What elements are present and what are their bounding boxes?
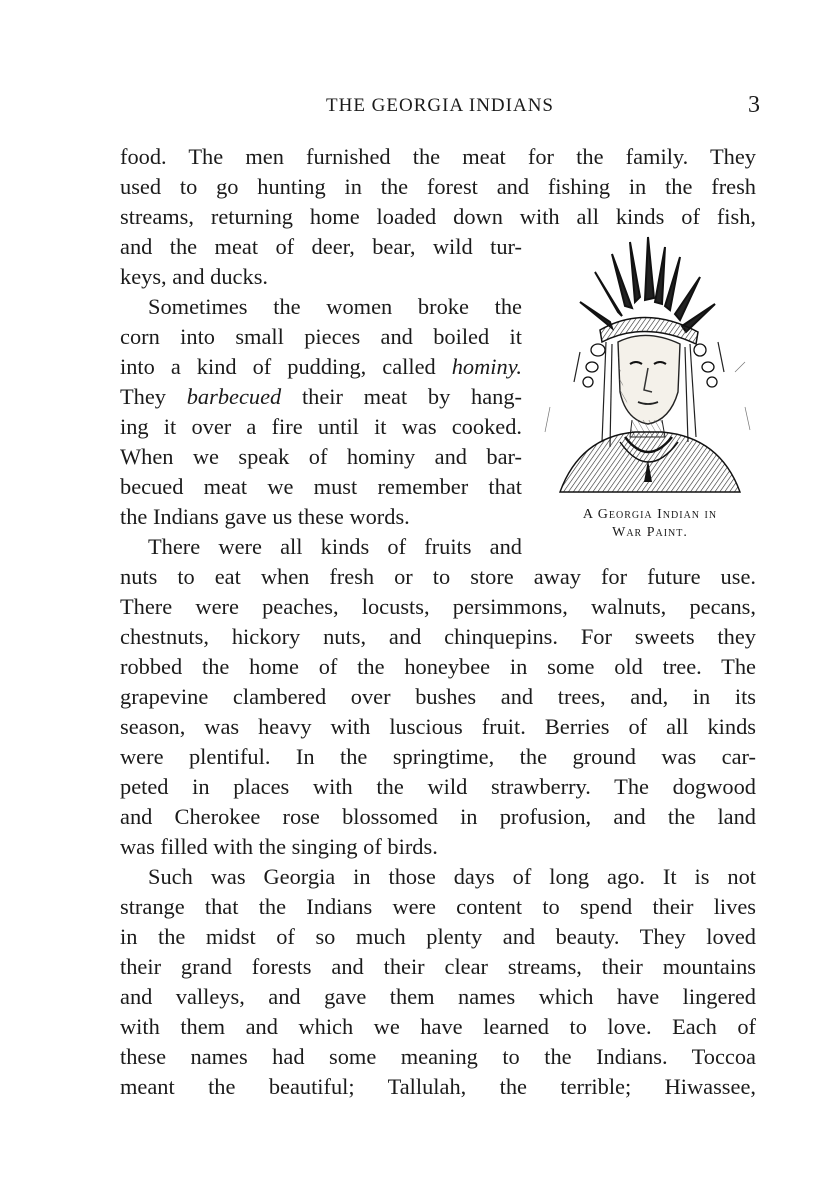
text-line: and Cherokee rose blossomed in profusion, and the land	[120, 804, 756, 829]
text-line: corn into small pieces and boiled it	[120, 324, 522, 349]
text-line: When we speak of hominy and bar-	[120, 444, 522, 469]
text-line: was filled with the singing of birds.	[120, 834, 438, 859]
text-fragment: They	[120, 384, 187, 409]
text-line: these names had some meaning to the Indians. Toccoa	[120, 1044, 756, 1069]
text-line: and valleys, and gave them names which have lingered	[120, 984, 756, 1009]
text-line: peted in places with the wild strawberry. The dogwood	[120, 774, 756, 799]
portrait-illustration	[540, 232, 755, 502]
text-line: their grand forests and their clear streams, their mountains	[120, 954, 756, 979]
text-line: used to go hunting in the forest and fishing in the fresh	[120, 174, 756, 199]
figure-caption-line1: A Georgia Indian in	[582, 507, 718, 522]
running-title: THE GEORGIA INDIANS	[326, 95, 554, 116]
text-fragment: their meat by hang-	[281, 384, 522, 409]
italic-term-barbecued: barbecued	[186, 384, 282, 409]
text-line: strange that the Indians were content to spend their lives	[120, 894, 756, 919]
text-fragment: into a kind of pudding, called	[120, 354, 452, 379]
text-line: nuts to eat when fresh or to store away for future use.	[120, 564, 756, 589]
text-line: Such was Georgia in those days of long ago. It is not	[148, 864, 756, 889]
text-line: becued meat we must remember that	[120, 474, 522, 499]
text-line: grapevine clambered over bushes and trees, and, in its	[120, 684, 756, 709]
text-line: in the midst of so much plenty and beauty. They loved	[120, 924, 756, 949]
text-line: keys, and ducks.	[120, 264, 268, 289]
italic-term-hominy: hominy.	[451, 354, 522, 379]
text-line: robbed the home of the honeybee in some old tree. The	[120, 654, 756, 679]
text-line: food. The men furnished the meat for the family. They	[120, 144, 756, 169]
text-line: and the meat of deer, bear, wild tur-	[120, 234, 522, 259]
text-line: season, was heavy with luscious fruit. Berries of all kinds	[120, 714, 756, 739]
text-line: the Indians gave us these words.	[120, 504, 410, 529]
text-line: chestnuts, hickory nuts, and chinquepins. For sweets they	[120, 624, 756, 649]
text-line: with them and which we have learned to love. Each of	[120, 1014, 756, 1039]
running-head	[120, 92, 760, 122]
text-line	[120, 382, 522, 412]
text-line: ing it over a fire until it was cooked.	[120, 414, 522, 439]
portrait-engraving	[540, 232, 755, 502]
text-line: meant the beautiful; Tallulah, the terrible; Hiwassee,	[120, 1074, 756, 1099]
text-line: Sometimes the women broke the	[148, 294, 522, 319]
text-line: There were peaches, locusts, persimmons, walnuts, pecans,	[120, 594, 756, 619]
page-number: 3	[748, 92, 760, 118]
text-line: There were all kinds of fruits and	[148, 534, 522, 559]
text-line	[120, 352, 522, 382]
figure-caption-line2: War Paint.	[612, 525, 688, 540]
text-line: streams, returning home loaded down with all kinds of fish,	[120, 204, 756, 229]
text-line: were plentiful. In the springtime, the ground was car-	[120, 744, 756, 769]
